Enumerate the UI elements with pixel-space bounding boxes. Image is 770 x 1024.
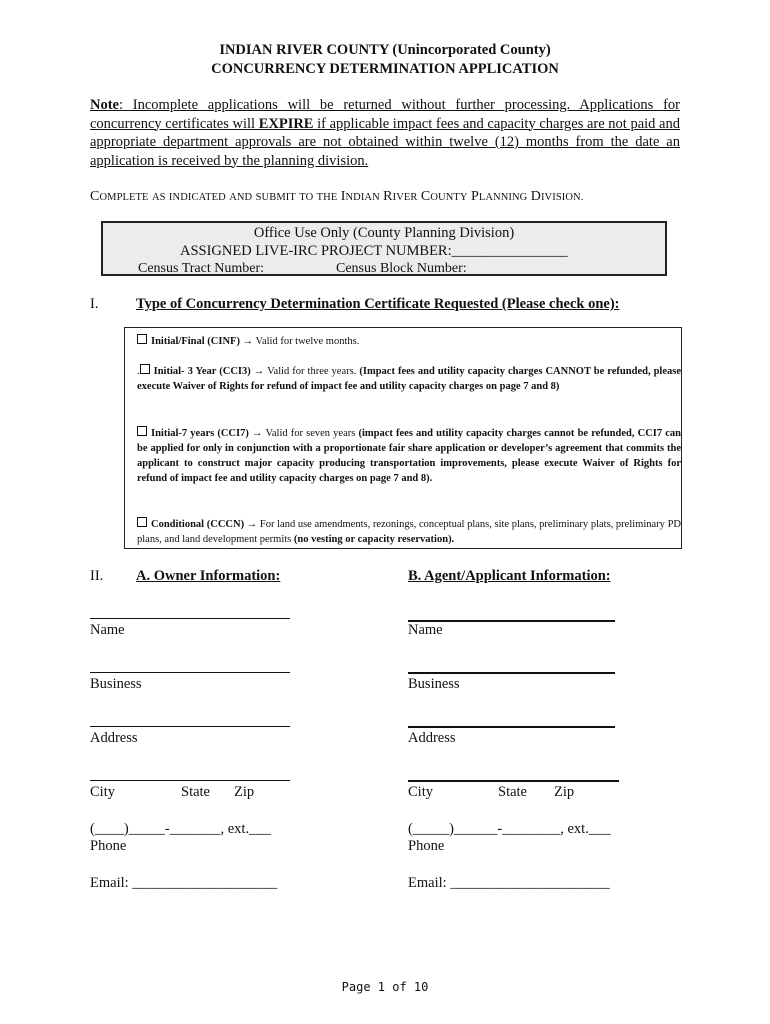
document-title: INDIAN RIVER COUNTY (Unincorporated County): [219, 42, 551, 58]
agent-phone-label: Phone: [408, 838, 445, 854]
option-cinf[interactable]: [137, 334, 681, 349]
agent-city-label: City: [408, 784, 433, 800]
option-cci3-label: Initial- 3 Year (CCI3): [153, 366, 251, 377]
owner-email-field[interactable]: Email: ____________________: [90, 875, 278, 891]
option-cci7-text: → Valid for seven years: [248, 428, 359, 439]
page-number: Page 1 of 10: [341, 980, 429, 994]
agent-address-line[interactable]: [408, 726, 615, 728]
option-cccn-text: → For land use amendments, rezonings, conceptual plans, site plans, preliminary plats, preliminary PD plans, and land development permits: [137, 519, 681, 545]
document-subtitle: CONCURRENCY DETERMINATION APPLICATION: [211, 61, 559, 77]
note-text-before: : Incomplete applications will be returned without further processing. Applications for concurrency certificates will: [90, 97, 680, 132]
option-cci7-note: (impact fees and utility capacity charges cannot be refunded, CCI7 can be applied for only in conjunction with a proportionate fair share application or developer’s agreement that commits the applicant to construct major capacity producing transportation improvements, please execute Waiver of Rights for refund of impact fee and utility capacity charges on page 7 and 8).: [137, 428, 682, 484]
checkbox-icon[interactable]: [137, 334, 147, 344]
note-label: Note: [90, 97, 119, 113]
owner-state-label: State: [181, 784, 210, 800]
office-use-box: [101, 221, 667, 276]
owner-address-label: Address: [90, 730, 138, 746]
note-text-after: if applicable impact fees and capacity charges are not paid and appropriate department approvals are not obtained within twelve (12) months from the date an application is received by the planning division.: [90, 115, 680, 169]
owner-city-label: City: [90, 784, 115, 800]
owner-name-label: Name: [90, 622, 125, 638]
owner-address-line[interactable]: [90, 726, 290, 727]
option-cci3-prefix: .: [137, 366, 140, 377]
agent-state-label: State: [498, 784, 527, 800]
checkbox-icon[interactable]: [137, 426, 147, 436]
note-paragraph: [90, 96, 680, 170]
owner-business-label: Business: [90, 676, 142, 692]
option-cccn-label: Conditional (CCCN): [151, 519, 245, 530]
agent-heading: B. Agent/Applicant Information:: [408, 568, 611, 584]
office-use-title: Office Use Only (County Planning Division): [253, 225, 515, 241]
checkbox-icon[interactable]: [137, 517, 147, 527]
note-expire: EXPIRE: [258, 115, 314, 132]
owner-business-line[interactable]: [90, 672, 290, 673]
option-cinf-label: Initial/Final (CINF): [151, 336, 240, 347]
owner-phone-label: Phone: [90, 838, 127, 854]
agent-city-line[interactable]: [408, 780, 619, 782]
owner-zip-label: Zip: [234, 784, 255, 800]
certificate-options-box: [124, 327, 682, 549]
submission-instruction: COMPLETE AS INDICATED AND SUBMIT TO THE INDIAN RIVER COUNTY PLANNING DIVISION.: [90, 189, 584, 204]
option-cccn[interactable]: [137, 517, 681, 547]
agent-address-label: Address: [408, 730, 456, 746]
checkbox-icon[interactable]: [140, 364, 150, 374]
census-block-label: Census Block Number:: [336, 261, 467, 276]
option-cci7-label: Initial-7 years (CCI7): [151, 428, 249, 439]
owner-phone-field[interactable]: (____)_____-_______, ext.___: [90, 821, 271, 837]
owner-name-line[interactable]: [90, 618, 290, 619]
owner-heading: A. Owner Information:: [136, 568, 281, 584]
option-cci7[interactable]: [137, 426, 681, 486]
agent-business-label: Business: [408, 676, 460, 692]
section-1-number: I.: [90, 296, 99, 312]
owner-city-line[interactable]: [90, 780, 290, 781]
agent-phone-field[interactable]: (_____)______-________, ext.___: [408, 821, 611, 837]
agent-name-label: Name: [408, 622, 443, 638]
option-cccn-note: (no vesting or capacity reservation).: [293, 534, 455, 545]
section-1-heading: Type of Concurrency Determination Certificate Requested (Please check one):: [136, 296, 620, 312]
option-cci3[interactable]: [137, 364, 681, 394]
project-number-field: ASSIGNED LIVE-IRC PROJECT NUMBER:________________: [180, 243, 568, 259]
option-cinf-text: → Valid for twelve months.: [239, 336, 360, 347]
section-2-number: II.: [90, 568, 104, 584]
census-tract-label: Census Tract Number:: [138, 261, 264, 276]
option-cci3-text: → Valid for three years.: [250, 366, 360, 377]
option-cci3-note: (Impact fees and utility capacity charges CANNOT be refunded, please execute Waiver of Rights for refund of impact fee and utility capacity charges on page 7 and 8): [137, 366, 681, 392]
agent-email-field[interactable]: Email: ______________________: [408, 875, 610, 891]
agent-zip-label: Zip: [554, 784, 575, 800]
agent-business-line[interactable]: [408, 672, 615, 674]
